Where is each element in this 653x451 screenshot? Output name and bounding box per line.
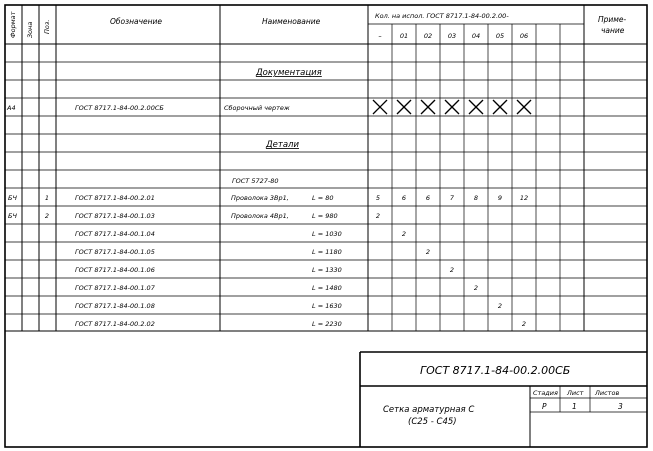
title-block-sheets-value: 3 (618, 402, 623, 411)
part-qty: 7 (449, 194, 455, 202)
assembly-name: Сборочный чертеж (224, 104, 290, 112)
part-designation: ГОСТ 8717.1-84-00.1.05 (75, 248, 155, 256)
part-format: БЧ (8, 212, 17, 220)
table-row (75, 302, 502, 310)
header-zone: Зона (26, 21, 34, 38)
part-qty: 2 (401, 230, 407, 238)
part-qty: 2 (473, 284, 479, 292)
title-block-sheet-value: 1 (572, 402, 577, 411)
title-block-stage-label: Стадия (533, 389, 558, 397)
part-length: L = 1330 (312, 266, 342, 274)
part-designation: ГОСТ 8717.1-84-00.1.07 (75, 284, 155, 292)
qty-col-header: 06 (519, 32, 529, 40)
cross-mark-icon (445, 100, 459, 114)
header-pos: Поз. (43, 19, 51, 34)
cross-mark-icon (469, 100, 483, 114)
part-name: Проволока 4Вр1, (231, 212, 289, 220)
section-parts: Детали (266, 140, 299, 150)
cross-mark-icon (493, 100, 507, 114)
table-row (75, 230, 406, 238)
parts-table (8, 194, 528, 328)
table-row (8, 212, 380, 220)
table-row (75, 248, 430, 256)
cross-mark-icon (517, 100, 531, 114)
qty-col-header: 02 (423, 32, 433, 40)
outer-frame (5, 5, 647, 447)
part-qty: 8 (473, 194, 479, 202)
part-pos: 1 (44, 194, 50, 202)
part-length: L = 2230 (312, 320, 342, 328)
part-qty: 2 (425, 248, 431, 256)
title-block-title-2: (С25 - С45) (408, 417, 457, 427)
assembly-designation: ГОСТ 8717.1-84-00.2.00СБ (75, 104, 164, 112)
qty-col-header: 05 (495, 32, 505, 40)
table-row (8, 194, 528, 202)
part-length: L = 1480 (312, 284, 342, 292)
qty-col-header: 01 (399, 32, 409, 40)
part-designation: ГОСТ 8717.1-84-00.1.06 (75, 266, 155, 274)
part-designation: ГОСТ 8717.1-84-00.2.02 (75, 320, 155, 328)
part-designation: ГОСТ 8717.1-84-00.2.01 (75, 194, 155, 202)
part-qty: 9 (497, 194, 503, 202)
cross-mark-icon (397, 100, 411, 114)
part-pos: 2 (44, 212, 50, 220)
qty-column-headers (378, 32, 528, 40)
part-length: L = 1630 (312, 302, 342, 310)
standard-note: ГОСТ 5727-80 (232, 177, 279, 185)
header-format: Формат (9, 11, 17, 38)
part-designation: ГОСТ 8717.1-84-00.1.08 (75, 302, 155, 310)
cross-mark-icon (421, 100, 435, 114)
part-designation: ГОСТ 8717.1-84-00.1.03 (75, 212, 155, 220)
header-designation: Обозначение (110, 17, 163, 26)
part-length: L = 1030 (312, 230, 342, 238)
assembly-crossed-cells (373, 100, 531, 114)
part-qty: 2 (375, 212, 381, 220)
table-row (75, 266, 454, 274)
header-remark-1: Приме- (598, 15, 627, 24)
qty-col-header: 04 (471, 32, 481, 40)
part-format: БЧ (8, 194, 17, 202)
title-block-stage-value: Р (542, 402, 547, 411)
title-block-sheet-label: Лист (567, 389, 584, 397)
part-qty: 2 (521, 320, 527, 328)
part-name: Проволока 3Вр1, (231, 194, 289, 202)
part-qty: 5 (375, 194, 381, 202)
title-block-doc-number: ГОСТ 8717.1-84-00.2.00СБ (420, 364, 571, 377)
table-row (75, 284, 478, 292)
header-remark-2: чание (601, 26, 625, 35)
part-length: L = 1180 (312, 248, 342, 256)
title-block-title-1: Сетка арматурная С (383, 405, 475, 415)
part-qty: 2 (497, 302, 503, 310)
part-qty: 6 (401, 194, 407, 202)
part-qty: 12 (519, 194, 529, 202)
part-designation: ГОСТ 8717.1-84-00.1.04 (75, 230, 155, 238)
part-length: L = 80 (312, 194, 334, 202)
part-length: L = 980 (312, 212, 338, 220)
header-name: Наименование (262, 17, 321, 26)
cross-mark-icon (373, 100, 387, 114)
qty-col-header: – (378, 32, 382, 40)
assembly-format: A4 (7, 104, 16, 112)
qty-col-header: 03 (447, 32, 457, 40)
section-documentation: Документация (256, 68, 322, 78)
part-qty: 2 (449, 266, 455, 274)
table-row (75, 320, 526, 328)
header-qty-title: Кол. на испол. ГОСТ 8717.1-84-00.2.00- (375, 12, 509, 20)
title-block-sheets-label: Листов (595, 389, 620, 397)
part-qty: 6 (425, 194, 431, 202)
